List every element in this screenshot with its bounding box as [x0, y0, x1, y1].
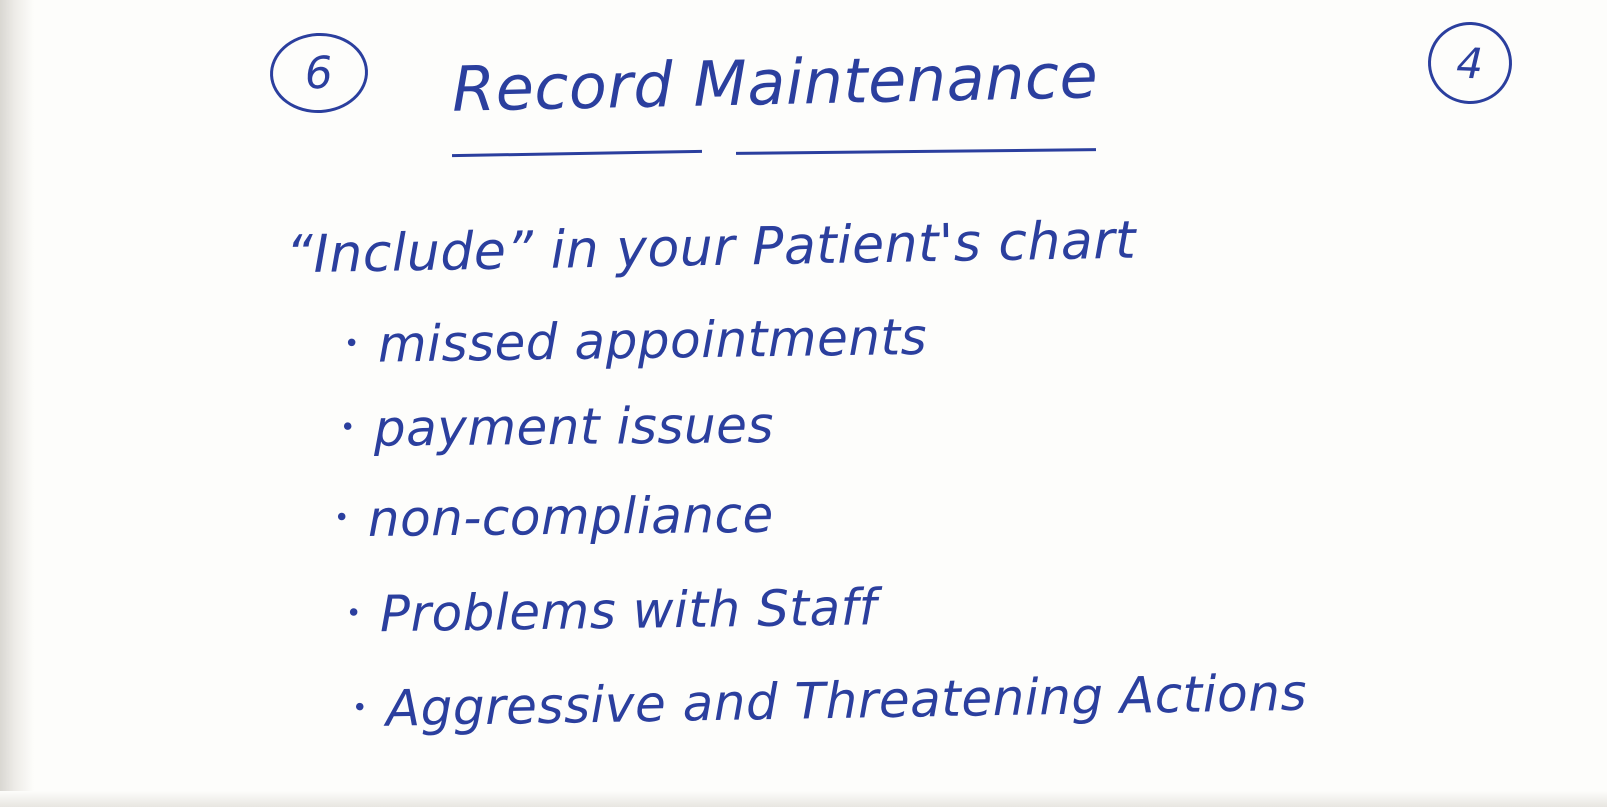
list-item	[346, 578, 878, 643]
list-item	[344, 308, 928, 374]
bullet-dot-icon: •	[343, 328, 361, 360]
list-item-label: payment issues	[373, 396, 775, 458]
bullet-dot-icon: •	[351, 693, 369, 724]
bullet-dot-icon: •	[339, 412, 356, 443]
bullet-dot-icon: •	[333, 503, 351, 534]
paper-edge-left	[0, 0, 34, 807]
bullet-dot-icon: •	[345, 598, 363, 629]
paper-edge-bottom	[0, 791, 1607, 807]
list-item	[352, 664, 1308, 739]
page-number-badge: 4	[1427, 21, 1514, 106]
list-item	[340, 396, 774, 458]
list-item-label: Problems with Staff	[379, 578, 878, 644]
list-item-label: missed appointments	[377, 307, 928, 374]
heading-underline-right	[736, 148, 1096, 155]
list-item	[334, 486, 774, 549]
section-number-badge: 6	[268, 30, 370, 115]
heading-underline-left	[452, 150, 702, 157]
list-item-label: Aggressive and Threatening Actions	[385, 663, 1308, 738]
list-item-label: non-compliance	[367, 485, 775, 548]
page-title: Record Maintenance	[451, 39, 1099, 126]
intro-line: “Include” in your Patient's chart	[285, 210, 1137, 286]
